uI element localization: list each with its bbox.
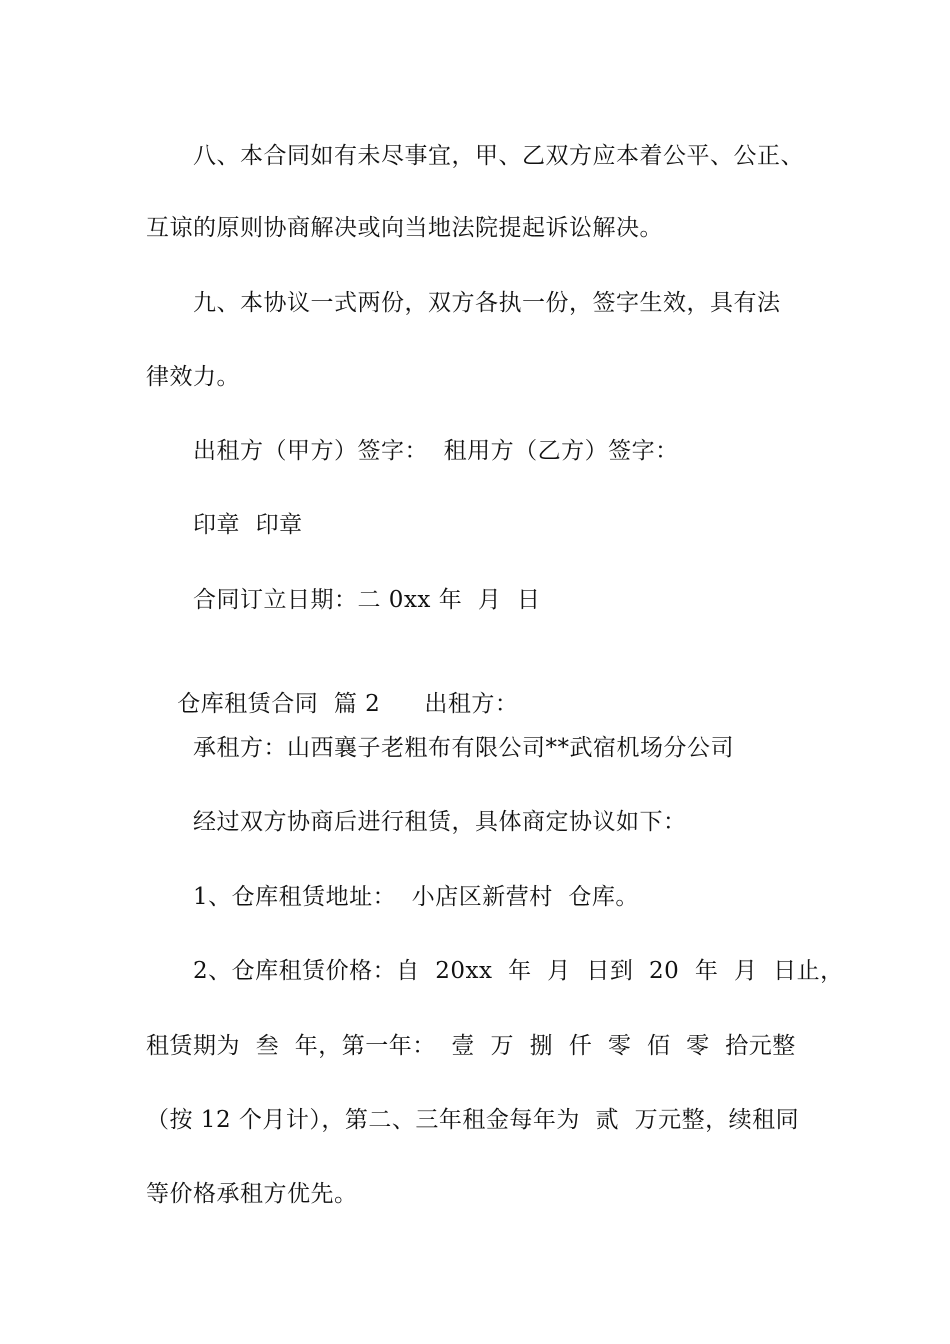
paragraph-line: 九、本协议一式两份，双方各执一份，签字生效，具有法 [193,290,781,316]
seal-line: 印章 印章 [193,512,303,538]
paragraph-line: 经过双方协商后进行租赁，具体商定协议如下： [193,809,687,835]
lessor-label: 出租方： [424,691,519,717]
contract-date-line: 合同订立日期：二 0xx 年 月 日 [193,587,541,613]
clause-2-line: 2、仓库租赁价格：自 20xx 年 月 日到 20 年 月 日止， [193,958,844,984]
signature-line: 出租方（甲方）签字： 租用方（乙方）签字： [193,438,679,464]
clause-1-line: 1、仓库租赁地址： 小店区新营村 仓库。 [193,884,639,910]
section-title: 仓库租赁合同 篇 2 [177,691,381,717]
clause-2-continuation: （按 12 个月计），第二、三年租金每年为 贰 万元整，续租同 [146,1107,800,1133]
lessee-line: 承租方：山西襄子老粗布有限公司**武宿机场分公司 [193,735,734,761]
clause-2-continuation: 等价格承租方优先。 [146,1181,358,1207]
paragraph-line: 互谅的原则协商解决或向当地法院提起诉讼解决。 [146,215,663,241]
paragraph-line: 律效力。 [146,364,240,390]
clause-2-continuation: 租赁期为 叁 年，第一年： 壹 万 捌 仟 零 佰 零 拾元整 [146,1033,796,1059]
paragraph-line: 八、本合同如有未尽事宜，甲、乙双方应本着公平、公正、 [193,143,804,169]
